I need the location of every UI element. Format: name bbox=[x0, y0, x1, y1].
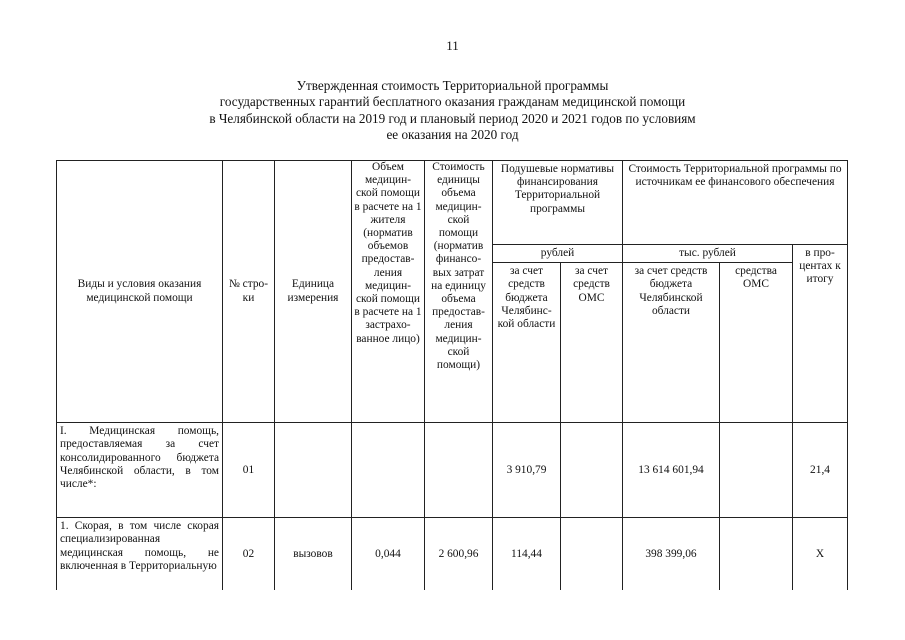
header-unit-cost: Стоимость единицы объема медицин- ской помощи (норматив финансо- вых затрат на единицу объема предостав- ления медицин- ской помощи) bbox=[425, 161, 493, 423]
document-title bbox=[150, 78, 755, 143]
row-unit bbox=[275, 423, 352, 518]
row-oms-total bbox=[720, 518, 793, 591]
header-per-capita: Подушевые нормативы финансирования Территориальной программы bbox=[493, 161, 623, 245]
row-oms-per-capita bbox=[561, 423, 623, 518]
row-budget-total: 398 399,06 bbox=[623, 518, 720, 591]
row-percent: X bbox=[793, 518, 848, 591]
row-oms-per-capita bbox=[561, 518, 623, 591]
header-percent: в про- центах к итогу bbox=[793, 245, 848, 423]
title-line: в Челябинской области на 2019 год и плановый период 2020 и 2021 годов по условиям bbox=[209, 110, 696, 126]
header-rubles: рублей bbox=[493, 245, 623, 263]
row-oms-total bbox=[720, 423, 793, 518]
row-number: 01 bbox=[223, 423, 275, 518]
title-line: государственных гарантий бесплатного оказания гражданам медицинской помощи bbox=[219, 94, 686, 110]
header-oms-total: средства ОМС bbox=[720, 263, 793, 423]
row-unit-cost bbox=[425, 423, 493, 518]
row-number: 02 bbox=[223, 518, 275, 591]
title-line: ее оказания на 2020 год bbox=[386, 126, 519, 142]
header-program-cost: Стоимость Территориальной программы по источникам ее финансового обеспечения bbox=[623, 161, 848, 245]
financing-table bbox=[56, 160, 848, 590]
header-unit: Единица измерения bbox=[275, 161, 352, 423]
row-volume bbox=[352, 423, 425, 518]
header-row-number: № стро- ки bbox=[223, 161, 275, 423]
row-budget-per-capita: 3 910,79 bbox=[493, 423, 561, 518]
row-budget-total: 13 614 601,94 bbox=[623, 423, 720, 518]
header-oms-per-capita: за счет средств ОМС bbox=[561, 263, 623, 423]
header-thousand-rubles: тыс. рублей bbox=[623, 245, 793, 263]
header-budget-total: за счет средств бюджета Челябинской области bbox=[623, 263, 720, 423]
row-kind: 1. Скорая, в том числе скорая специализированная медицинская помощь, не включенная в Территориальную bbox=[57, 518, 223, 591]
row-volume: 0,044 bbox=[352, 518, 425, 591]
page-number: 11 bbox=[446, 38, 459, 53]
row-percent: 21,4 bbox=[793, 423, 848, 518]
row-unit-cost: 2 600,96 bbox=[425, 518, 493, 591]
table-row bbox=[57, 518, 848, 591]
row-unit: вызовов bbox=[275, 518, 352, 591]
header-budget-per-capita: за счет средств бюджета Челябинс- кой области bbox=[493, 263, 561, 423]
row-kind: I. Медицинская помощь, предоставляемая за счет консолидированного бюджета Челябинской области, в том числе*: bbox=[57, 423, 223, 518]
header-volume: Объем медицин- ской помощи в расчете на 1 жителя (норматив объемов предостав- ления медицин- ской помощи в расчете на 1 застрахо- ванное лицо) bbox=[352, 161, 425, 423]
table-row bbox=[57, 423, 848, 518]
header-kinds: Виды и условия оказания медицинской помощи bbox=[57, 161, 223, 423]
title-line: Утвержденная стоимость Территориальной программы bbox=[296, 78, 609, 93]
row-budget-per-capita: 114,44 bbox=[493, 518, 561, 591]
